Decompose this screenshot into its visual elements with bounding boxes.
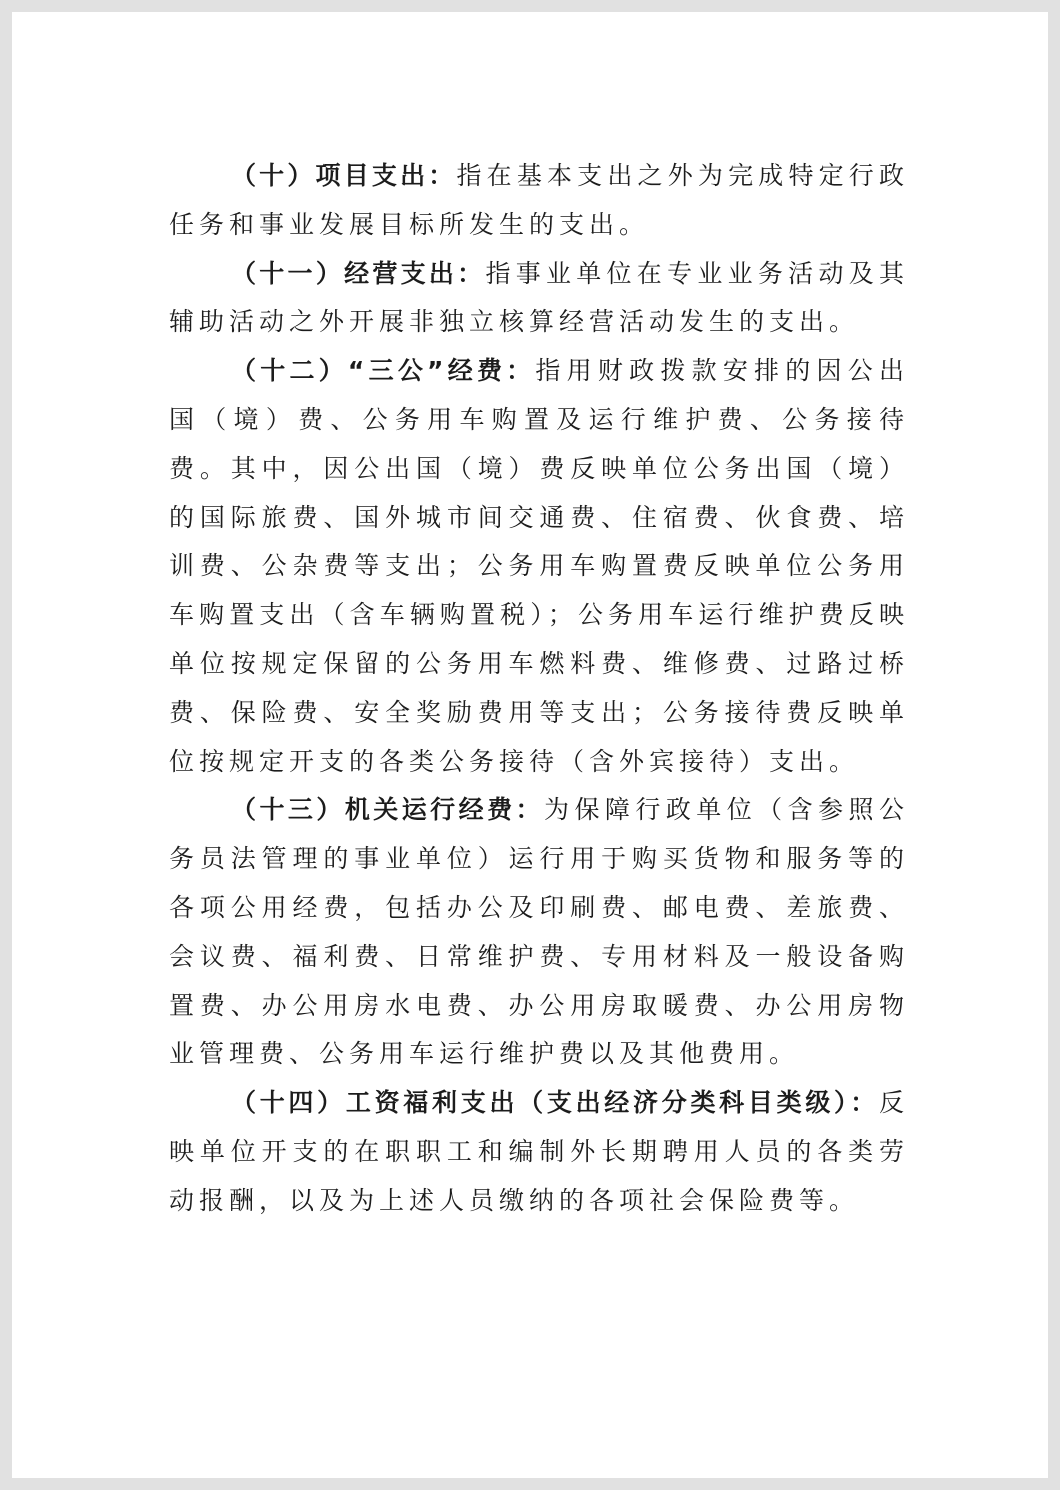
paragraph-project-expenditure — [169, 152, 909, 250]
paragraph-three-public-expenses — [169, 347, 909, 786]
definition-three-public-expenses: 指用财政拨款安排的因公出国（境）费、公务用车购置及运行维护费、公务接待费。其中，因公出国（境）费反映单位公务出国（境）的国际旅费、国外城市间交通费、住宿费、伙食费、培训费、公杂费等支出；公务用车购置费反映单位公务用车购置支出（含车辆购置税）；公务用车运行维护费反映单位按规定保留的公务用车燃料费、维修费、过路过桥费、保险费、安全奖励费用等支出；公务接待费反映单位按规定开支的各类公务接待（含外宾接待）支出。 — [169, 356, 909, 776]
definition-wages-welfare-expenditure: 反映单位开支的在职职工和编制外长期聘用人员的各类劳动报酬，以及为上述人员缴纳的各项社会保险费等。 — [169, 1088, 909, 1215]
term-operating-expenditure: （十一）经营支出： — [231, 258, 486, 288]
paragraph-wages-welfare-expenditure — [169, 1079, 909, 1225]
term-project-expenditure: （十）项目支出： — [231, 161, 457, 190]
definition-operating-expenditure: 指事业单位在专业业务活动及其辅助活动之外开展非独立核算经营活动发生的支出。 — [169, 258, 909, 337]
term-wages-welfare-expenditure: （十四）工资福利支出（支出经济分类科目类级）： — [231, 1088, 879, 1118]
paragraph-agency-operating-funds — [169, 786, 909, 1079]
document-body — [169, 152, 909, 1226]
definition-project-expenditure: 指在基本支出之外为完成特定行政任务和事业发展目标所发生的支出。 — [169, 161, 909, 239]
term-agency-operating-funds: （十三）机关运行经费： — [231, 795, 544, 825]
document-page — [12, 12, 1048, 1478]
definition-agency-operating-funds: 为保障行政单位（含参照公务员法管理的事业单位）运行用于购买货物和服务等的各项公用经费，包括办公及印刷费、邮电费、差旅费、会议费、福利费、日常维护费、专用材料及一般设备购置费、办公用房水电费、办公用房取暖费、办公用房物业管理费、公务用车运行维护费以及其他费用。 — [169, 795, 909, 1069]
paragraph-operating-expenditure — [169, 250, 909, 348]
term-three-public-expenses: （十二）“三公”经费： — [231, 356, 536, 386]
